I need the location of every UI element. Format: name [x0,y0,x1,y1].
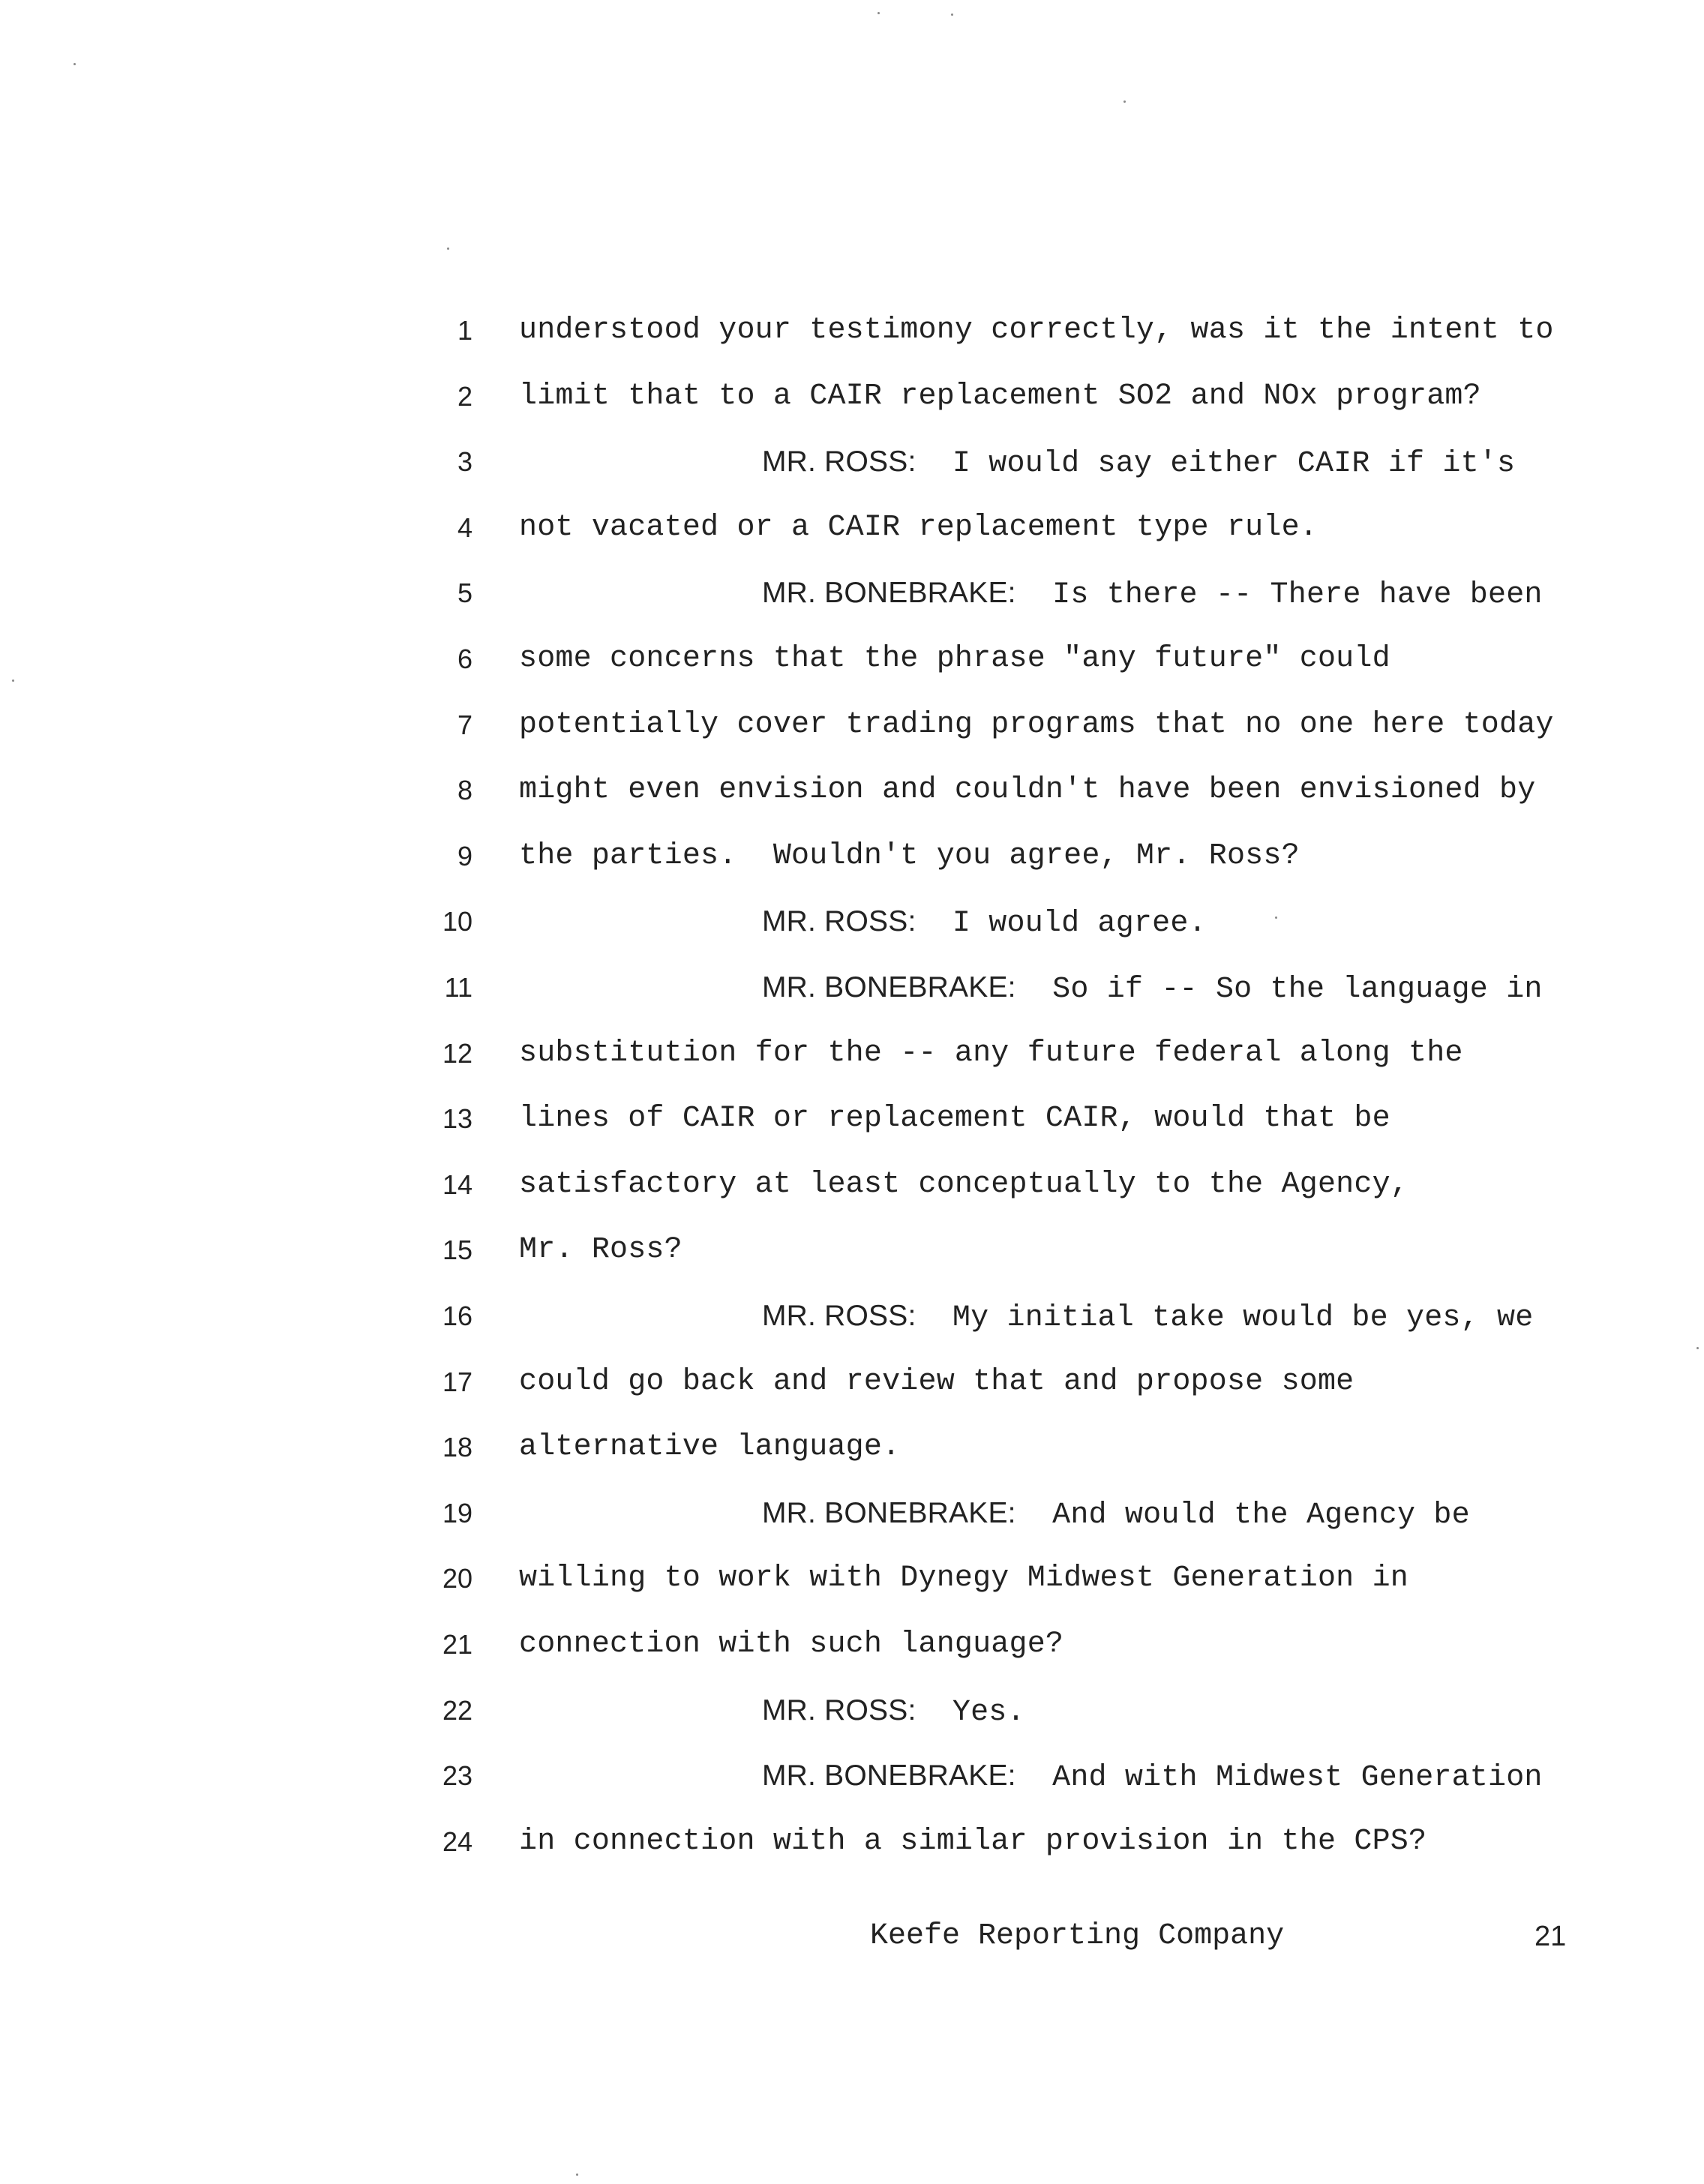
line-text [762,1750,1543,1804]
line-number: 4 [457,512,472,543]
transcript-line [420,1750,1620,1802]
line-text: alternative language. [519,1430,901,1465]
speaker-label: MR. ROSS: [762,905,916,938]
line-number: 21 [442,1629,472,1660]
scan-speck [447,248,449,250]
line-number: 10 [442,906,472,938]
transcript-line [420,1816,1620,1868]
transcript-line [420,1356,1620,1408]
speaker-label: MR. ROSS: [762,446,916,478]
scan-speck [12,680,14,682]
line-text: some concerns that the phrase "any future" could [519,642,1390,676]
speech-text: And would the Agency be [1016,1498,1470,1532]
speaker-label: MR. BONEBRAKE: [762,577,1016,610]
scan-speck [576,2174,578,2176]
line-number: 12 [442,1037,472,1069]
transcript-line [420,764,1620,817]
line-number: 19 [442,1497,472,1528]
speaker-label: MR. ROSS: [762,1300,916,1332]
line-text [762,436,1515,490]
line-number: 14 [442,1168,472,1200]
line-text: the parties. Wouldn't you agree, Mr. Ross? [519,838,1300,873]
line-text [762,1487,1470,1542]
speech-text: My initial take would be yes, we [916,1301,1534,1335]
transcript-line [420,1224,1620,1276]
line-number: 15 [442,1234,472,1266]
line-text: substitution for the -- any future federal along the [519,1036,1463,1070]
line-text: understood your testimony correctly, was it the intent to [519,314,1554,347]
speech-text: Is there -- There have been [1016,578,1543,613]
transcript-line [420,370,1620,423]
line-number: 7 [457,709,472,740]
transcript-line [420,962,1620,1014]
line-number: 11 [444,972,472,1003]
line-text: might even envision and couldn't have been envisioned by [519,773,1536,808]
line-text: limit that to a CAIR replacement SO2 and NOx program? [519,379,1481,413]
line-number: 23 [442,1760,472,1792]
line-number: 22 [442,1694,472,1726]
transcript-line [420,699,1620,752]
transcript-line [420,633,1620,686]
scan-speck [1696,1347,1699,1349]
line-number: 16 [442,1300,472,1331]
line-text [762,1290,1533,1345]
line-text: willing to work with Dynegy Midwest Generation in [519,1562,1408,1596]
speech-text: And with Midwest Generation [1016,1761,1543,1796]
line-number: 5 [457,578,472,609]
line-text [762,896,1207,950]
speaker-label: MR. BONEBRAKE: [762,1760,1016,1792]
line-text [762,962,1543,1016]
line-text: potentially cover trading programs that no one here today [519,707,1554,742]
footer-company: Keefe Reporting Company [870,1919,1285,1953]
line-number: 2 [457,380,472,412]
transcript-line [420,436,1620,488]
line-number: 17 [442,1366,472,1397]
line-number: 3 [457,446,472,478]
line-text: Mr. Ross? [519,1233,682,1268]
transcript-line [420,1487,1620,1540]
scan-speck [1275,916,1277,919]
line-text: could go back and review that and propose some [519,1364,1354,1399]
line-text [762,1684,1025,1739]
line-number: 20 [442,1563,472,1594]
scan-speck [878,12,880,14]
transcript-line [420,1684,1620,1737]
line-number: 13 [442,1103,472,1135]
transcript-line [420,1028,1620,1080]
line-number: 8 [457,775,472,806]
page-number: 21 [1534,1921,1567,1952]
scan-speck [951,14,953,16]
scan-speck [1124,100,1126,103]
transcript-line [420,1618,1620,1671]
speaker-label: MR. BONEBRAKE: [762,1496,1016,1529]
speaker-label: MR. BONEBRAKE: [762,971,1016,1004]
transcript-line [420,502,1620,554]
line-text: connection with such language? [519,1628,1064,1661]
line-text [762,567,1543,622]
transcript-line [420,1552,1620,1605]
line-number: 18 [442,1432,472,1463]
speech-text: So if -- So the language in [1016,973,1543,1006]
line-text: satisfactory at least conceptually to the Agency, [519,1167,1408,1202]
speech-text: I would say either CAIR if it's [916,447,1516,482]
speech-text: I would agree. [916,907,1207,941]
transcript-line [420,567,1620,620]
transcript-line [420,1290,1620,1342]
transcript-line [420,896,1620,948]
transcript-line [420,1421,1620,1474]
transcript-line [420,830,1620,883]
scan-speck [74,63,76,65]
line-number: 6 [457,644,472,674]
transcript-line [420,1159,1620,1211]
speaker-label: MR. ROSS: [762,1694,916,1726]
line-number: 9 [457,840,472,872]
line-text: lines of CAIR or replacement CAIR, would that be [519,1102,1390,1136]
line-text: not vacated or a CAIR replacement type rule. [519,510,1318,544]
line-text: in connection with a similar provision in the CPS? [519,1824,1427,1858]
line-number: 24 [442,1826,472,1857]
transcript-line [420,1093,1620,1145]
transcript-line [420,304,1620,357]
line-number: 1 [457,315,472,346]
speech-text: Yes. [916,1695,1025,1730]
